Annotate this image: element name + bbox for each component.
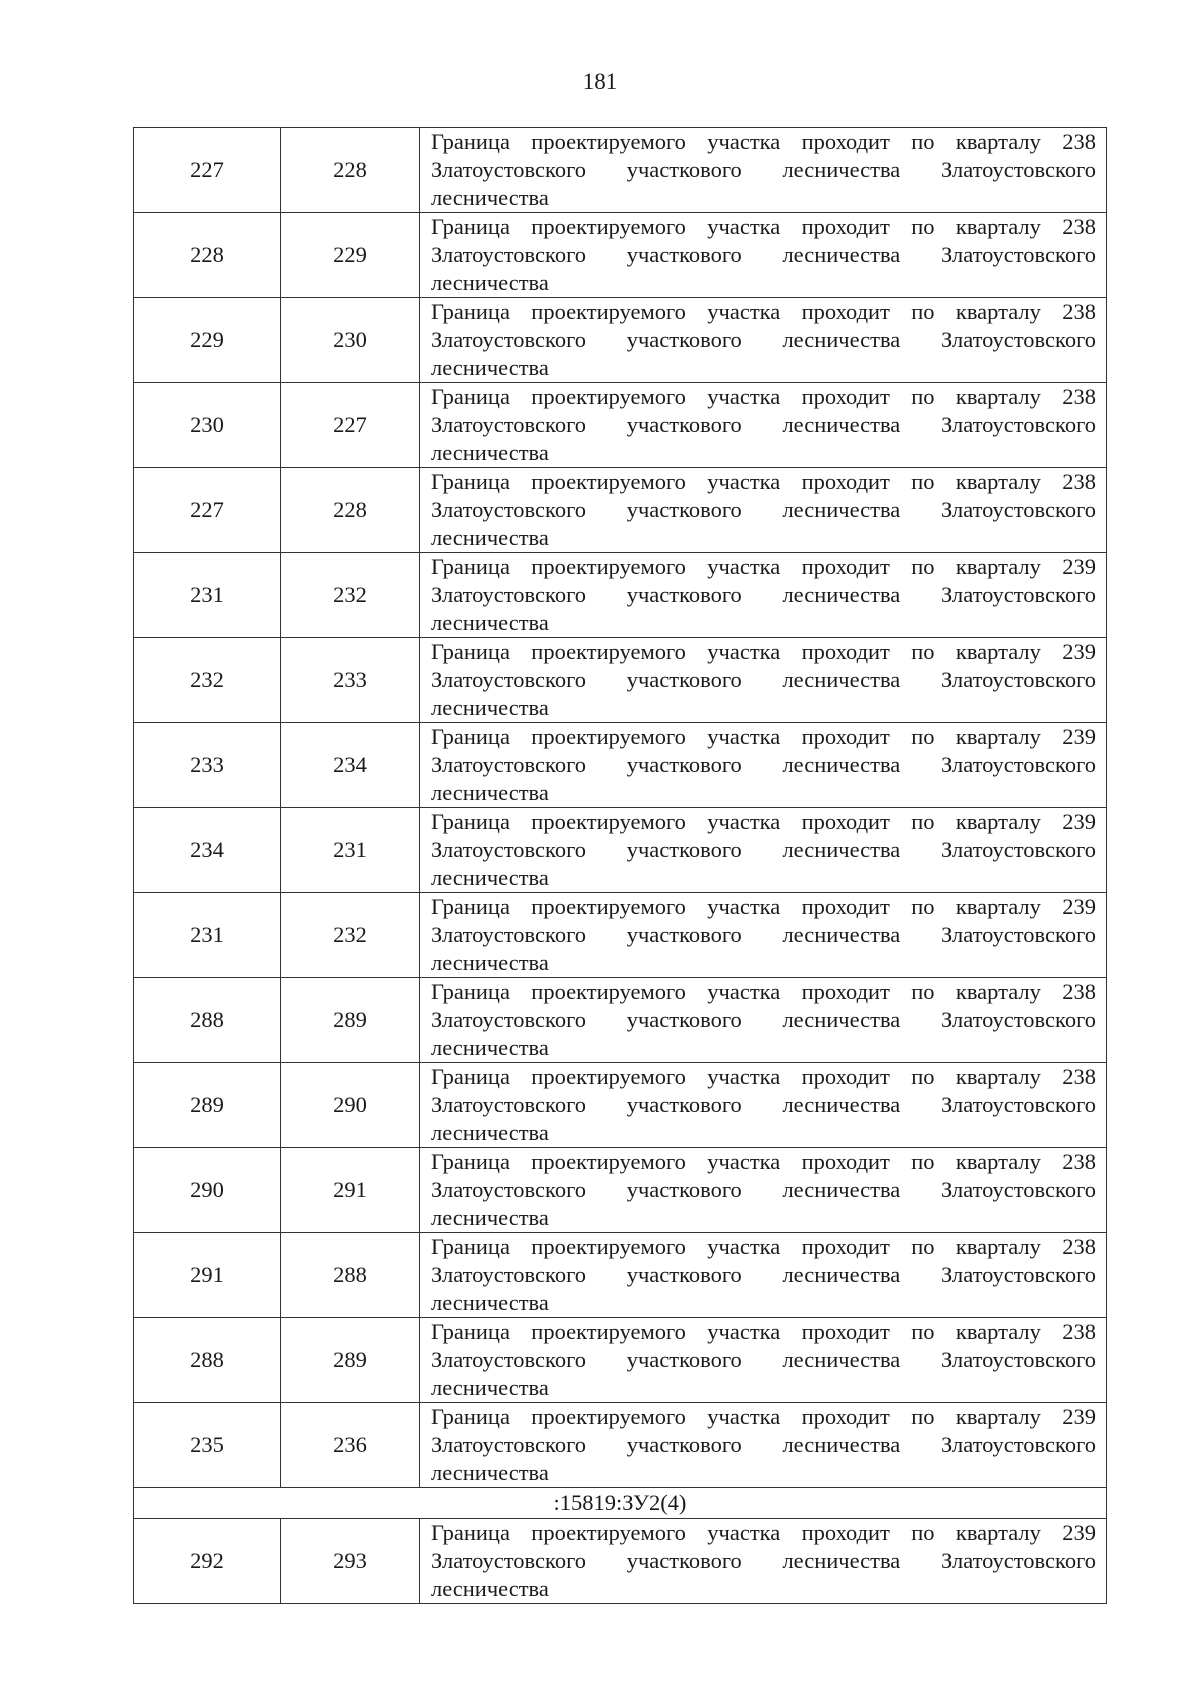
table-row [134,1318,1107,1403]
table-row [134,1233,1107,1318]
table-row [134,213,1107,298]
point-from-cell: 229 [134,298,281,383]
boundary-description-cell: Граница проектируемого участка проходит по кварталу 239 Златоустовского участкового лесничества Златоустовского лесничества [420,553,1107,638]
table-row [134,723,1107,808]
point-from-cell: 228 [134,213,281,298]
point-from-cell: 234 [134,808,281,893]
point-to-cell: 229 [281,213,420,298]
point-from-cell: 288 [134,1318,281,1403]
point-from-cell: 230 [134,383,281,468]
boundary-description-cell: Граница проектируемого участка проходит по кварталу 238 Златоустовского участкового лесничества Златоустовского лесничества [420,1063,1107,1148]
point-to-cell: 228 [281,468,420,553]
page-number: 181 [582,69,618,94]
boundary-description-cell: Граница проектируемого участка проходит по кварталу 238 Златоустовского участкового лесничества Златоустовского лесничества [420,298,1107,383]
table-row [134,1519,1107,1604]
boundary-description-cell: Граница проектируемого участка проходит по кварталу 239 Златоустовского участкового лесничества Златоустовского лесничества [420,723,1107,808]
boundary-description-cell: Граница проектируемого участка проходит по кварталу 239 Златоустовского участкового лесничества Златоустовского лесничества [420,638,1107,723]
point-to-cell: 289 [281,1318,420,1403]
point-to-cell: 288 [281,1233,420,1318]
point-from-cell: 231 [134,893,281,978]
point-from-cell: 233 [134,723,281,808]
table-row [134,553,1107,638]
table-row [134,893,1107,978]
boundary-table [133,127,1107,1604]
table-row [134,383,1107,468]
point-to-cell: 289 [281,978,420,1063]
table-row [134,1148,1107,1233]
boundary-description-cell: Граница проектируемого участка проходит по кварталу 238 Златоустовского участкового лесничества Златоустовского лесничества [420,213,1107,298]
point-to-cell: 291 [281,1148,420,1233]
point-from-cell: 290 [134,1148,281,1233]
point-from-cell: 292 [134,1519,281,1604]
section-label: :15819:ЗУ2(4) [134,1488,1107,1519]
boundary-description-cell: Граница проектируемого участка проходит по кварталу 238 Златоустовского участкового лесничества Златоустовского лесничества [420,128,1107,213]
point-from-cell: 288 [134,978,281,1063]
point-to-cell: 290 [281,1063,420,1148]
section-header-row [134,1488,1107,1519]
boundary-description-cell: Граница проектируемого участка проходит по кварталу 238 Златоустовского участкового лесничества Златоустовского лесничества [420,978,1107,1063]
boundary-description-cell: Граница проектируемого участка проходит по кварталу 239 Златоустовского участкового лесничества Златоустовского лесничества [420,1403,1107,1488]
point-to-cell: 236 [281,1403,420,1488]
table-row [134,1403,1107,1488]
point-from-cell: 231 [134,553,281,638]
point-from-cell: 235 [134,1403,281,1488]
table-row [134,128,1107,213]
boundary-description-cell: Граница проектируемого участка проходит по кварталу 238 Златоустовского участкового лесничества Златоустовского лесничества [420,383,1107,468]
boundary-description-cell: Граница проектируемого участка проходит по кварталу 239 Златоустовского участкового лесничества Златоустовского лесничества [420,893,1107,978]
table-row [134,468,1107,553]
point-to-cell: 293 [281,1519,420,1604]
boundary-description-cell: Граница проектируемого участка проходит по кварталу 239 Златоустовского участкового лесничества Златоустовского лесничества [420,808,1107,893]
point-to-cell: 234 [281,723,420,808]
point-to-cell: 232 [281,553,420,638]
table-row [134,808,1107,893]
boundary-description-cell: Граница проектируемого участка проходит по кварталу 238 Златоустовского участкового лесничества Златоустовского лесничества [420,1318,1107,1403]
point-to-cell: 233 [281,638,420,723]
boundary-description-cell: Граница проектируемого участка проходит по кварталу 238 Златоустовского участкового лесничества Златоустовского лесничества [420,1233,1107,1318]
point-from-cell: 291 [134,1233,281,1318]
point-from-cell: 289 [134,1063,281,1148]
point-from-cell: 227 [134,128,281,213]
table-body [134,128,1107,1604]
table-row [134,978,1107,1063]
point-from-cell: 227 [134,468,281,553]
point-to-cell: 231 [281,808,420,893]
table-row [134,298,1107,383]
table-row [134,1063,1107,1148]
point-to-cell: 228 [281,128,420,213]
boundary-description-cell: Граница проектируемого участка проходит по кварталу 239 Златоустовского участкового лесничества Златоустовского лесничества [420,1519,1107,1604]
point-from-cell: 232 [134,638,281,723]
table-row [134,638,1107,723]
boundary-description-cell: Граница проектируемого участка проходит по кварталу 238 Златоустовского участкового лесничества Златоустовского лесничества [420,468,1107,553]
point-to-cell: 227 [281,383,420,468]
boundary-description-cell: Граница проектируемого участка проходит по кварталу 238 Златоустовского участкового лесничества Златоустовского лесничества [420,1148,1107,1233]
point-to-cell: 230 [281,298,420,383]
point-to-cell: 232 [281,893,420,978]
